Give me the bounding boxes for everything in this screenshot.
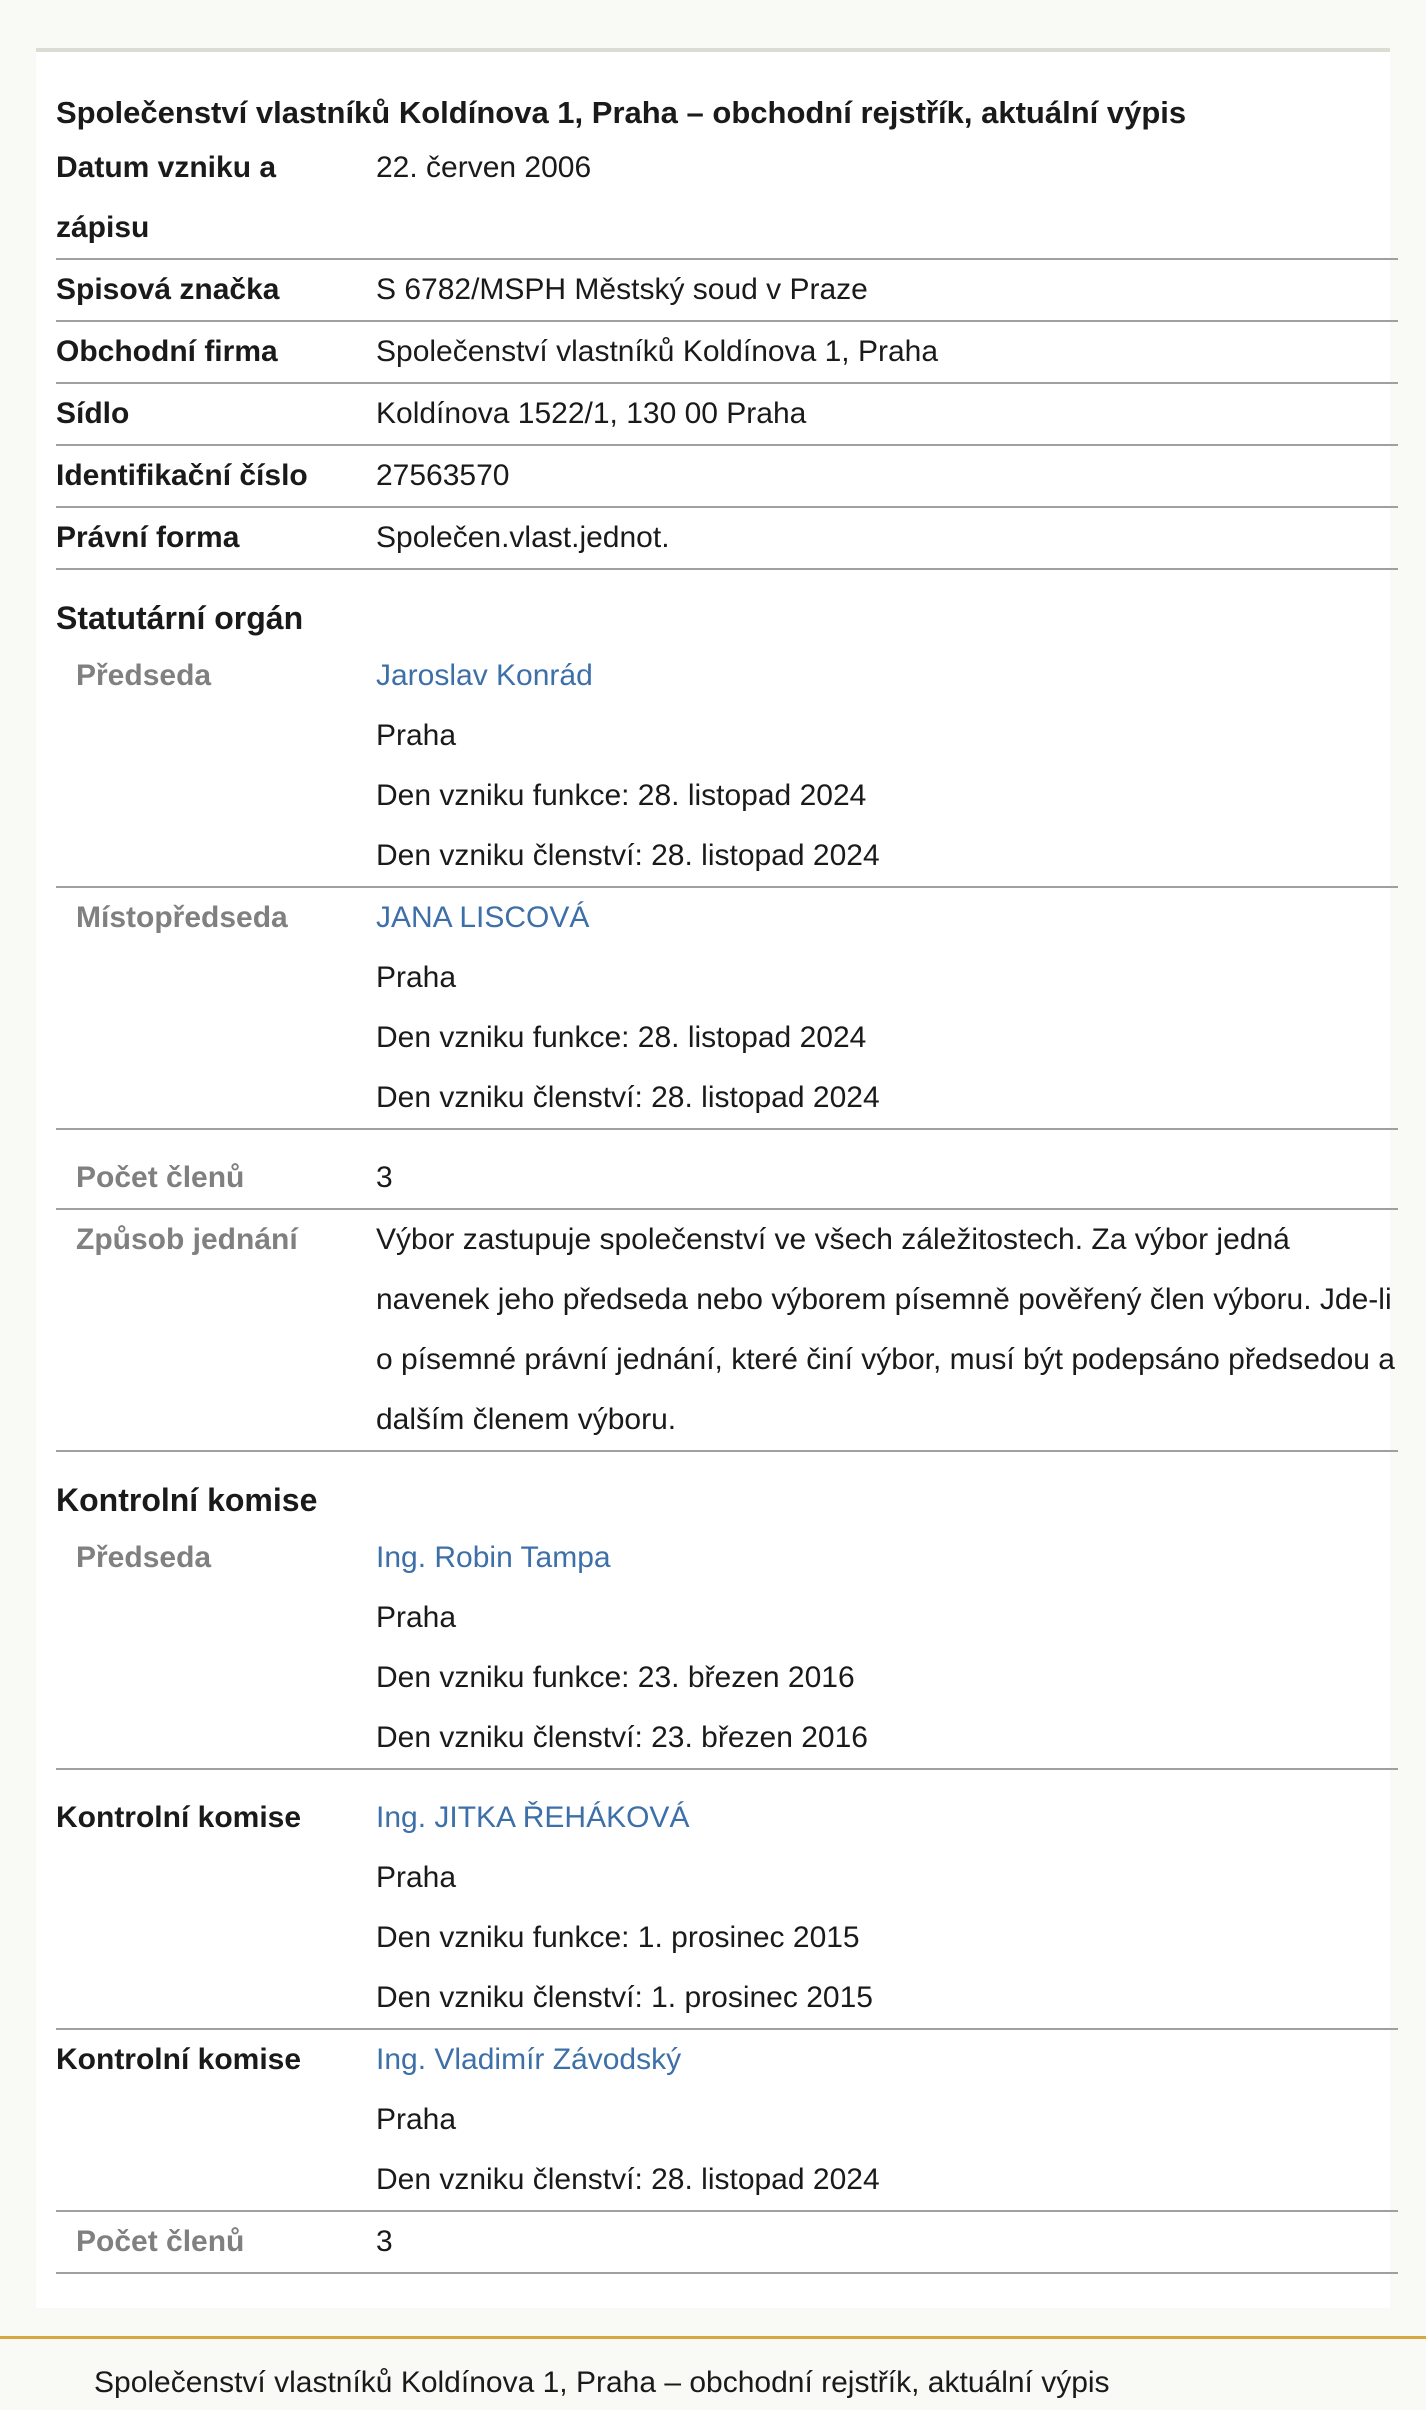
row-id-number bbox=[56, 445, 1398, 507]
control-chair-city: Praha bbox=[376, 1601, 457, 1634]
control-heading: Kontrolní komise bbox=[56, 1482, 318, 1518]
vice-chair-city: Praha bbox=[376, 961, 457, 994]
control-member1-name-link[interactable]: Ing. JITKA ŘEHÁKOVÁ bbox=[376, 1801, 690, 1834]
seat-value: Koldínova 1522/1, 130 00 Praha bbox=[376, 383, 1398, 445]
id-number-value: 27563570 bbox=[376, 445, 1398, 507]
control-member2-member-from: Den vzniku členství: 28. listopad 2024 bbox=[376, 2163, 880, 2196]
conduct-value: Výbor zastupuje společenství ve všech záležitostech. Za výbor jedná navenek jeho předseda nebo výborem písemně pověřený člen výboru. Jde-li o písemné právní jednání, které činí výbor, musí být podepsáno předsedou a dalším členem výboru. bbox=[376, 1209, 1398, 1451]
statutory-heading: Statutární orgán bbox=[56, 600, 304, 636]
control-member2-details bbox=[376, 2029, 1398, 2211]
statutory-count-label: Počet členů bbox=[56, 1129, 376, 1209]
vice-chair-name-link[interactable]: JANA LISCOVÁ bbox=[376, 901, 590, 934]
vice-chair-function-from: Den vzniku funkce: 28. listopad 2024 bbox=[376, 1021, 867, 1054]
statutory-member-count-row bbox=[56, 1129, 1398, 1209]
row-seat bbox=[56, 383, 1398, 445]
business-name-label: Obchodní firma bbox=[56, 321, 376, 383]
control-member2-row bbox=[56, 2029, 1398, 2211]
control-chair-details bbox=[376, 1528, 1398, 1769]
control-member1-member-from: Den vzniku členství: 1. prosinec 2015 bbox=[376, 1981, 873, 2014]
vice-chair-member-from: Den vzniku členství: 28. listopad 2024 bbox=[376, 1081, 880, 1114]
file-number-value: S 6782/MSPH Městský soud v Praze bbox=[376, 259, 1398, 321]
chair-role: Předseda bbox=[56, 646, 376, 887]
vice-chair-details bbox=[376, 887, 1398, 1129]
control-section-header bbox=[56, 1451, 1398, 1528]
statutory-member-chair bbox=[56, 646, 1398, 887]
legal-form-value: Společen.vlast.jednot. bbox=[376, 507, 1398, 569]
control-member2-city: Praha bbox=[376, 2103, 457, 2136]
business-name-value: Společenství vlastníků Koldínova 1, Praha bbox=[376, 321, 1398, 383]
row-file-number bbox=[56, 259, 1398, 321]
vice-chair-role: Místopředseda bbox=[56, 887, 376, 1129]
control-member2-role: Kontrolní komise bbox=[56, 2029, 376, 2211]
seat-label: Sídlo bbox=[56, 383, 376, 445]
control-count-row bbox=[56, 2211, 1398, 2273]
conduct-label: Způsob jednání bbox=[56, 1209, 376, 1451]
chair-name-link[interactable]: Jaroslav Konrád bbox=[376, 659, 593, 692]
id-number-label: Identifikační číslo bbox=[56, 445, 376, 507]
control-chair-role: Předseda bbox=[56, 1528, 376, 1769]
control-count-label: Počet členů bbox=[56, 2211, 376, 2273]
control-member1-details bbox=[376, 1769, 1398, 2029]
control-member1-role: Kontrolní komise bbox=[56, 1769, 376, 2029]
legal-form-label: Právní forma bbox=[56, 507, 376, 569]
control-member1-function-from: Den vzniku funkce: 1. prosinec 2015 bbox=[376, 1921, 860, 1954]
statutory-section-header bbox=[56, 569, 1398, 646]
control-chair-name-link[interactable]: Ing. Robin Tampa bbox=[376, 1541, 611, 1574]
control-count-value: 3 bbox=[376, 2211, 1398, 2273]
chair-member-from: Den vzniku členství: 28. listopad 2024 bbox=[376, 839, 880, 872]
statutory-member-vice-chair bbox=[56, 887, 1398, 1129]
page-footer: Společenství vlastníků Koldínova 1, Praha – obchodní rejstřík, aktuální výpis bbox=[0, 2336, 1426, 2410]
founding-date-label: Datum vzniku a zápisu bbox=[56, 138, 376, 259]
statutory-count-value: 3 bbox=[376, 1129, 1398, 1209]
chair-details bbox=[376, 646, 1398, 887]
founding-date-value: 22. červen 2006 bbox=[376, 138, 1398, 259]
row-business-name bbox=[56, 321, 1398, 383]
row-legal-form bbox=[56, 507, 1398, 569]
conduct-row bbox=[56, 1209, 1398, 1451]
control-member1-row bbox=[56, 1769, 1398, 2029]
control-member1-city: Praha bbox=[376, 1861, 457, 1894]
chair-city: Praha bbox=[376, 719, 457, 752]
control-chair-function-from: Den vzniku funkce: 23. březen 2016 bbox=[376, 1661, 855, 1694]
file-number-label: Spisová značka bbox=[56, 259, 376, 321]
control-chair-member-from: Den vzniku členství: 23. březen 2016 bbox=[376, 1721, 868, 1754]
control-member2-name-link[interactable]: Ing. Vladimír Závodský bbox=[376, 2043, 682, 2076]
chair-function-from: Den vzniku funkce: 28. listopad 2024 bbox=[376, 779, 867, 812]
control-chair-row bbox=[56, 1528, 1398, 1769]
page-title: Společenství vlastníků Koldínova 1, Praha – obchodní rejstřík, aktuální výpis bbox=[56, 95, 1187, 130]
extract-table bbox=[56, 138, 1398, 2274]
company-extract-card bbox=[36, 48, 1395, 2308]
row-founding-date bbox=[56, 138, 1398, 259]
